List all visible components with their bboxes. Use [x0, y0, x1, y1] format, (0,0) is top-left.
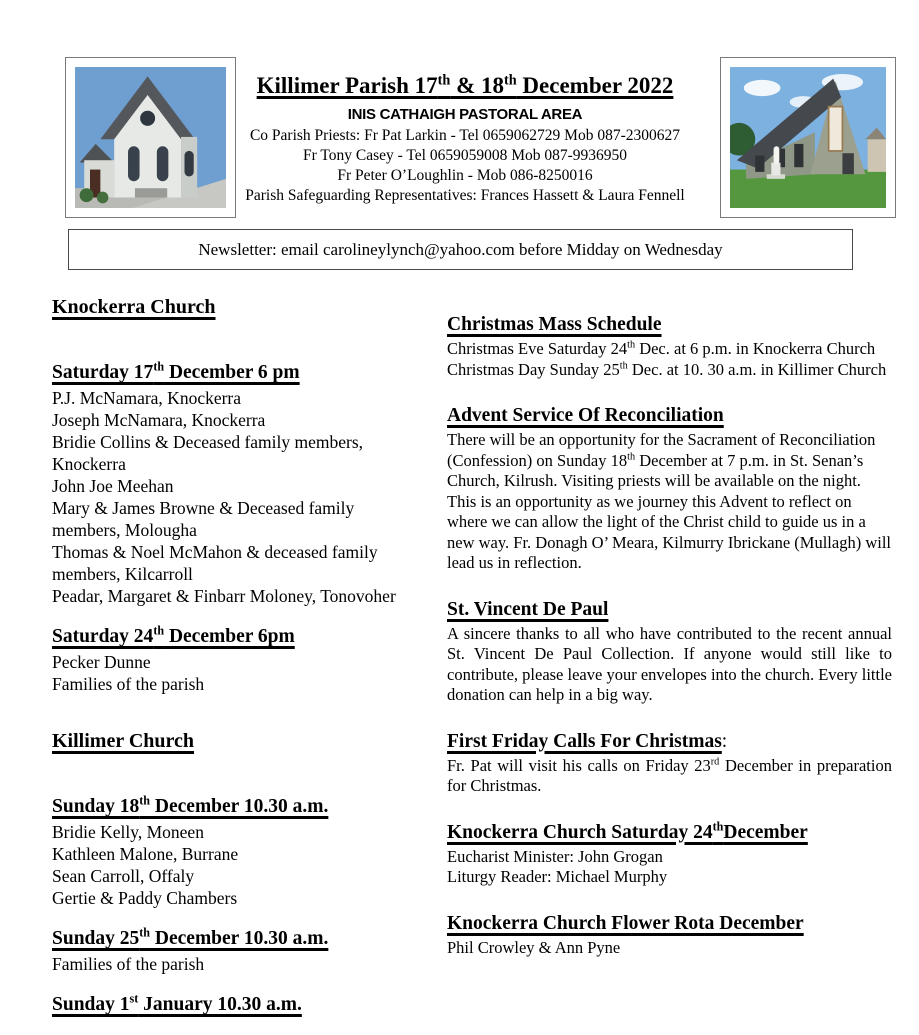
- mass-intention-line: Thomas & Noel McMahon & deceased family members, Kilcarroll: [52, 542, 378, 584]
- left-column: [52, 295, 427, 1035]
- notice-paragraph: Liturgy Reader: Michael Murphy: [447, 867, 668, 886]
- church-photo-right-image: [730, 67, 886, 208]
- ordinal-superscript: th: [504, 72, 517, 89]
- pastoral-area-title: INIS CATHAIGH PASTORAL AREA: [347, 106, 583, 123]
- notice-paragraph: Fr. Pat will visit his calls on Friday 23rd December in preparation for Christmas.: [447, 755, 892, 795]
- notice-paragraph: Phil Crowley & Ann Pyne: [447, 937, 621, 957]
- section-heading-text: Saturday 24th December 6pm: [52, 623, 295, 647]
- mass-intention-line: Kathleen Malone, Burrane: [52, 844, 239, 864]
- mass-intention-line: P.J. McNamara, Knockerra: [52, 388, 242, 408]
- section-heading-text: Christmas Mass Schedule: [447, 314, 662, 335]
- section-heading-text: Knockerra Church: [52, 296, 216, 318]
- ordinal-superscript: rd: [710, 756, 720, 767]
- mass-times-section: [52, 625, 427, 695]
- section-heading-text: St. Vincent De Paul: [447, 598, 609, 620]
- ordinal-superscript: th: [627, 339, 636, 351]
- section-heading-text: Killimer Church: [52, 730, 195, 752]
- church-photo-left: [65, 57, 236, 218]
- notice-paragraph: Christmas Day Sunday 25th Dec. at 10. 30 a.m. in Killimer Church: [447, 359, 887, 379]
- notice-paragraph: There will be an opportunity for the Sacrament of Reconciliation (Confession) on Sunday 18th December at 7 p.m. in St. Senan’s Church, Kilrush. Visiting priests will be available on the night. This is an opportunity as we journey this Advent to reflect on where we can allow the light of the Christ child to guide us in a new way. Fr. Donagh O’ Meara, Kilmurry Ibrickane (Mullagh) will lead us in reflection.: [447, 430, 892, 572]
- notice-section: [447, 912, 892, 959]
- notice-section: [447, 404, 892, 574]
- mass-times-section: [52, 927, 427, 975]
- ordinal-superscript: th: [153, 623, 165, 638]
- section-heading: [447, 598, 892, 622]
- section-heading: [447, 730, 892, 754]
- church-photo-right: [720, 57, 896, 218]
- notice-section: [447, 598, 892, 706]
- mass-intention-line: Bridie Collins & Deceased family members, Knockerra: [52, 432, 364, 474]
- right-column: [447, 295, 892, 982]
- mass-intention-line: Bridie Kelly, Moneen: [52, 822, 204, 842]
- section-heading: [52, 295, 427, 319]
- section-heading-text: Sunday 18th December 10.30 a.m.: [52, 793, 329, 817]
- notice-paragraph: Christmas Eve Saturday 24th Dec. at 6 p.m. in Knockerra Church: [447, 339, 876, 358]
- mass-times-section: [52, 993, 427, 1017]
- contact-line-2: Fr Tony Casey - Tel 0659059008 Mob 087-9936950: [302, 147, 628, 164]
- contact-line-3: Fr Peter O’Loughlin - Mob 086-8250016: [337, 167, 593, 184]
- notice-paragraph: Eucharist Minister: John Grogan: [447, 846, 663, 866]
- church-photo-left-image: [75, 67, 226, 208]
- mass-intention-line: Sean Carroll, Offaly: [52, 866, 195, 886]
- notice-section: [447, 313, 892, 380]
- ordinal-superscript: th: [619, 360, 628, 371]
- ordinal-superscript: th: [139, 925, 151, 940]
- section-heading-text: Saturday 17th December 6 pm: [52, 359, 300, 383]
- section-heading: [447, 404, 892, 428]
- newsletter-banner-text: Newsletter: email carolineylynch@yahoo.com before Midday on Wednesday: [198, 239, 723, 259]
- page-title: Killimer Parish 17th & 18th December 2022: [256, 72, 674, 98]
- mass-intention-line: Pecker Dunne: [52, 652, 151, 672]
- section-heading: [52, 361, 427, 385]
- masthead: [212, 72, 718, 206]
- mass-times-section: [52, 361, 427, 607]
- notice-paragraph: A sincere thanks to all who have contributed to the recent annual St. Vincent De Paul Collection. If anyone would still like to contribute, please leave your envelopes into the church. Every little donation can help in a big way.: [447, 623, 892, 704]
- mass-intention-line: Joseph McNamara, Knockerra: [52, 410, 266, 430]
- section-heading: [52, 795, 427, 819]
- newsletter-banner: [68, 229, 853, 270]
- mass-times-section: [52, 795, 427, 909]
- contact-line-4: Parish Safeguarding Representatives: Frances Hassett & Laura Fennell: [245, 187, 685, 204]
- section-heading: [447, 313, 892, 337]
- ordinal-superscript: st: [129, 991, 139, 1006]
- section-heading-suffix: :: [721, 730, 728, 752]
- section-heading: [447, 912, 892, 936]
- mass-intention-line: Peadar, Margaret & Finbarr Moloney, Tonovoher: [52, 586, 396, 606]
- mass-intention-line: Families of the parish: [52, 954, 205, 974]
- section-heading-text: First Friday Calls For Christmas: [447, 730, 722, 752]
- mass-intention-line: Families of the parish: [52, 674, 205, 694]
- mass-intention-line: John Joe Meehan: [52, 476, 174, 496]
- notice-section: [447, 821, 892, 888]
- ordinal-superscript: th: [153, 359, 165, 374]
- ordinal-superscript: th: [437, 72, 451, 89]
- mass-intention-line: Mary & James Browne & Deceased family members, Molougha: [52, 498, 355, 540]
- mass-intention-line: Gertie & Paddy Chambers: [52, 888, 238, 908]
- ordinal-superscript: th: [139, 793, 151, 808]
- section-heading-text: Sunday 1st January 10.30 a.m.: [52, 991, 302, 1015]
- section-heading: [52, 927, 427, 951]
- church-heading-section: [52, 729, 427, 753]
- section-heading: [447, 821, 892, 845]
- church-heading-section: [52, 295, 427, 319]
- ordinal-superscript: th: [627, 451, 636, 462]
- contact-line-1: Co Parish Priests: Fr Pat Larkin - Tel 0659062729 Mob 087-2300627: [249, 127, 681, 144]
- section-heading: [52, 729, 427, 753]
- section-heading: [52, 993, 427, 1017]
- section-heading-text: Advent Service Of Reconciliation: [447, 405, 724, 426]
- ordinal-superscript: th: [712, 819, 724, 833]
- section-heading-text: Sunday 25th December 10.30 a.m.: [52, 925, 329, 949]
- section-heading-text: Knockerra Church Saturday 24thDecember: [447, 819, 808, 843]
- section-heading: [52, 625, 427, 649]
- notice-section: [447, 730, 892, 797]
- section-heading-text: Knockerra Church Flower Rota December: [447, 912, 804, 934]
